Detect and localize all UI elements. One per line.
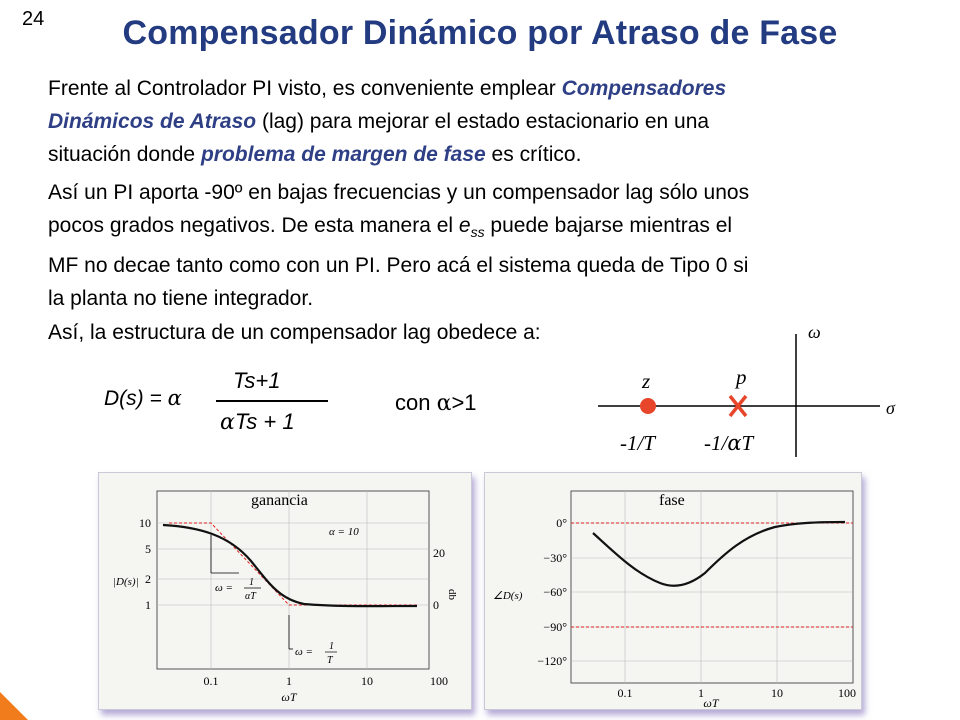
gain-plot-label: ganancia [251,492,308,509]
slide-number: 24 [22,8,45,30]
svg-text:−120°: −120° [537,654,567,668]
cond-suffix: >1 [451,390,477,415]
phase-plot-label: fase [659,492,685,509]
omega-2-note [289,615,337,666]
svg-text:0°: 0° [556,516,567,530]
svg-text:−30°: −30° [543,551,567,565]
paragraph-2 [48,176,943,315]
svg-text:20: 20 [433,546,445,560]
p1-highlight-2: Dinámicos de Atraso [48,110,257,133]
gain-bode-plot [99,473,471,709]
alpha-note: α = 10 [329,526,359,538]
svg-text:10: 10 [139,516,151,530]
p1-text-1: Frente al Controlador PI visto, es conveniente emplear [48,77,562,100]
den-text: Ts + 1 [234,409,295,434]
ess-subscript: ss [470,224,485,241]
p1-text-3: situación donde [48,143,201,166]
alpha-condition [395,390,477,416]
gain-curve [163,525,417,606]
p1-text-2: (lag) para mejorar el estado estacionario en una [256,110,710,133]
svg-text:5: 5 [145,542,151,556]
slide-title: Compensador Dinámico por Atraso de Fase [122,14,838,52]
phase-plot-frame [571,491,853,683]
zero-marker [640,398,656,414]
paragraph-3: Así, la estructura de un compensador lag obedece a: [48,321,541,344]
phase-ylabel: ∠D(s) [493,590,523,602]
phase-y-ticks [537,516,567,668]
p2-line-2b: puede bajarse mientras el [484,214,733,237]
svg-text:100: 100 [430,674,448,688]
p2-line-2a: pocos grados negativos. De esta manera el [48,214,459,237]
gain-asymptotes [169,523,417,605]
phase-xlabel: ωT [703,696,719,709]
p2-line-1: Así un PI aporta -90º en bajas frecuencias y un compensador lag sólo unos [48,181,750,204]
p1-highlight-1: Compensadores [561,77,727,100]
gain-plot-frame [157,491,429,669]
zero-label: z [642,369,651,393]
gain-ylabel: |D(s)| [113,576,139,588]
gain-y2label: db [446,589,458,600]
fraction-bar [216,400,328,402]
formula-numerator: Ts+1 [233,368,281,393]
paragraph-1 [48,72,943,171]
svg-text:αT: αT [245,591,256,602]
gain-grid [157,491,429,669]
formula-lhs: D(s) = [104,387,168,410]
omega-axis-label: ω [808,322,821,342]
phase-curve [593,522,845,586]
pole-value: -1/αT [704,431,754,455]
svg-text:−90°: −90° [543,620,567,634]
svg-text:0.1: 0.1 [203,674,219,688]
phase-plot-panel [484,472,862,710]
phase-bode-plot [485,473,861,709]
pole-zero-map [590,322,920,462]
gain-y-ticks [139,516,151,612]
svg-text:0.1: 0.1 [617,686,633,700]
svg-text:0: 0 [433,598,439,612]
gain-y2-ticks [433,546,445,612]
den-alpha: α [220,410,235,435]
corner-accent [0,692,28,720]
p1-text-4: es crítico. [485,143,582,166]
omega-1-note [211,535,261,602]
svg-text:1: 1 [698,686,704,700]
p2-line-3: MF no decae tanto como con un PI. Pero acá el sistema queda de Tipo 0 si [48,254,749,278]
cond-prefix: con [395,390,437,415]
svg-text:ω =: ω = [215,582,233,594]
svg-text:1: 1 [145,598,151,612]
svg-text:1: 1 [286,674,292,688]
formula-denominator-group [220,409,295,435]
phase-reference-lines [571,523,853,627]
ess-symbol: e [458,214,471,237]
svg-text:2: 2 [145,572,151,586]
phase-grid [571,491,853,683]
svg-text:100: 100 [838,686,856,700]
svg-text:10: 10 [361,674,373,688]
sigma-axis-label: σ [886,398,895,418]
zero-value: -1/T [620,431,656,455]
phase-x-ticks [618,686,857,700]
gain-plot-panel [98,472,472,710]
pole-label: p [736,365,747,389]
svg-text:ω =: ω = [295,646,313,658]
gain-x-ticks [204,674,449,688]
formula-alpha: α [167,386,182,410]
cond-alpha: α [436,391,452,416]
svg-text:1: 1 [329,641,334,652]
gain-xlabel: ωT [281,690,297,704]
p1-highlight-3: problema de margen de fase [200,143,486,166]
svg-text:T: T [327,655,333,666]
p2-line-4: la planta no tiene integrador. [48,287,314,311]
svg-text:10: 10 [771,686,783,700]
svg-text:1: 1 [249,577,254,588]
svg-text:−60°: −60° [543,585,567,599]
